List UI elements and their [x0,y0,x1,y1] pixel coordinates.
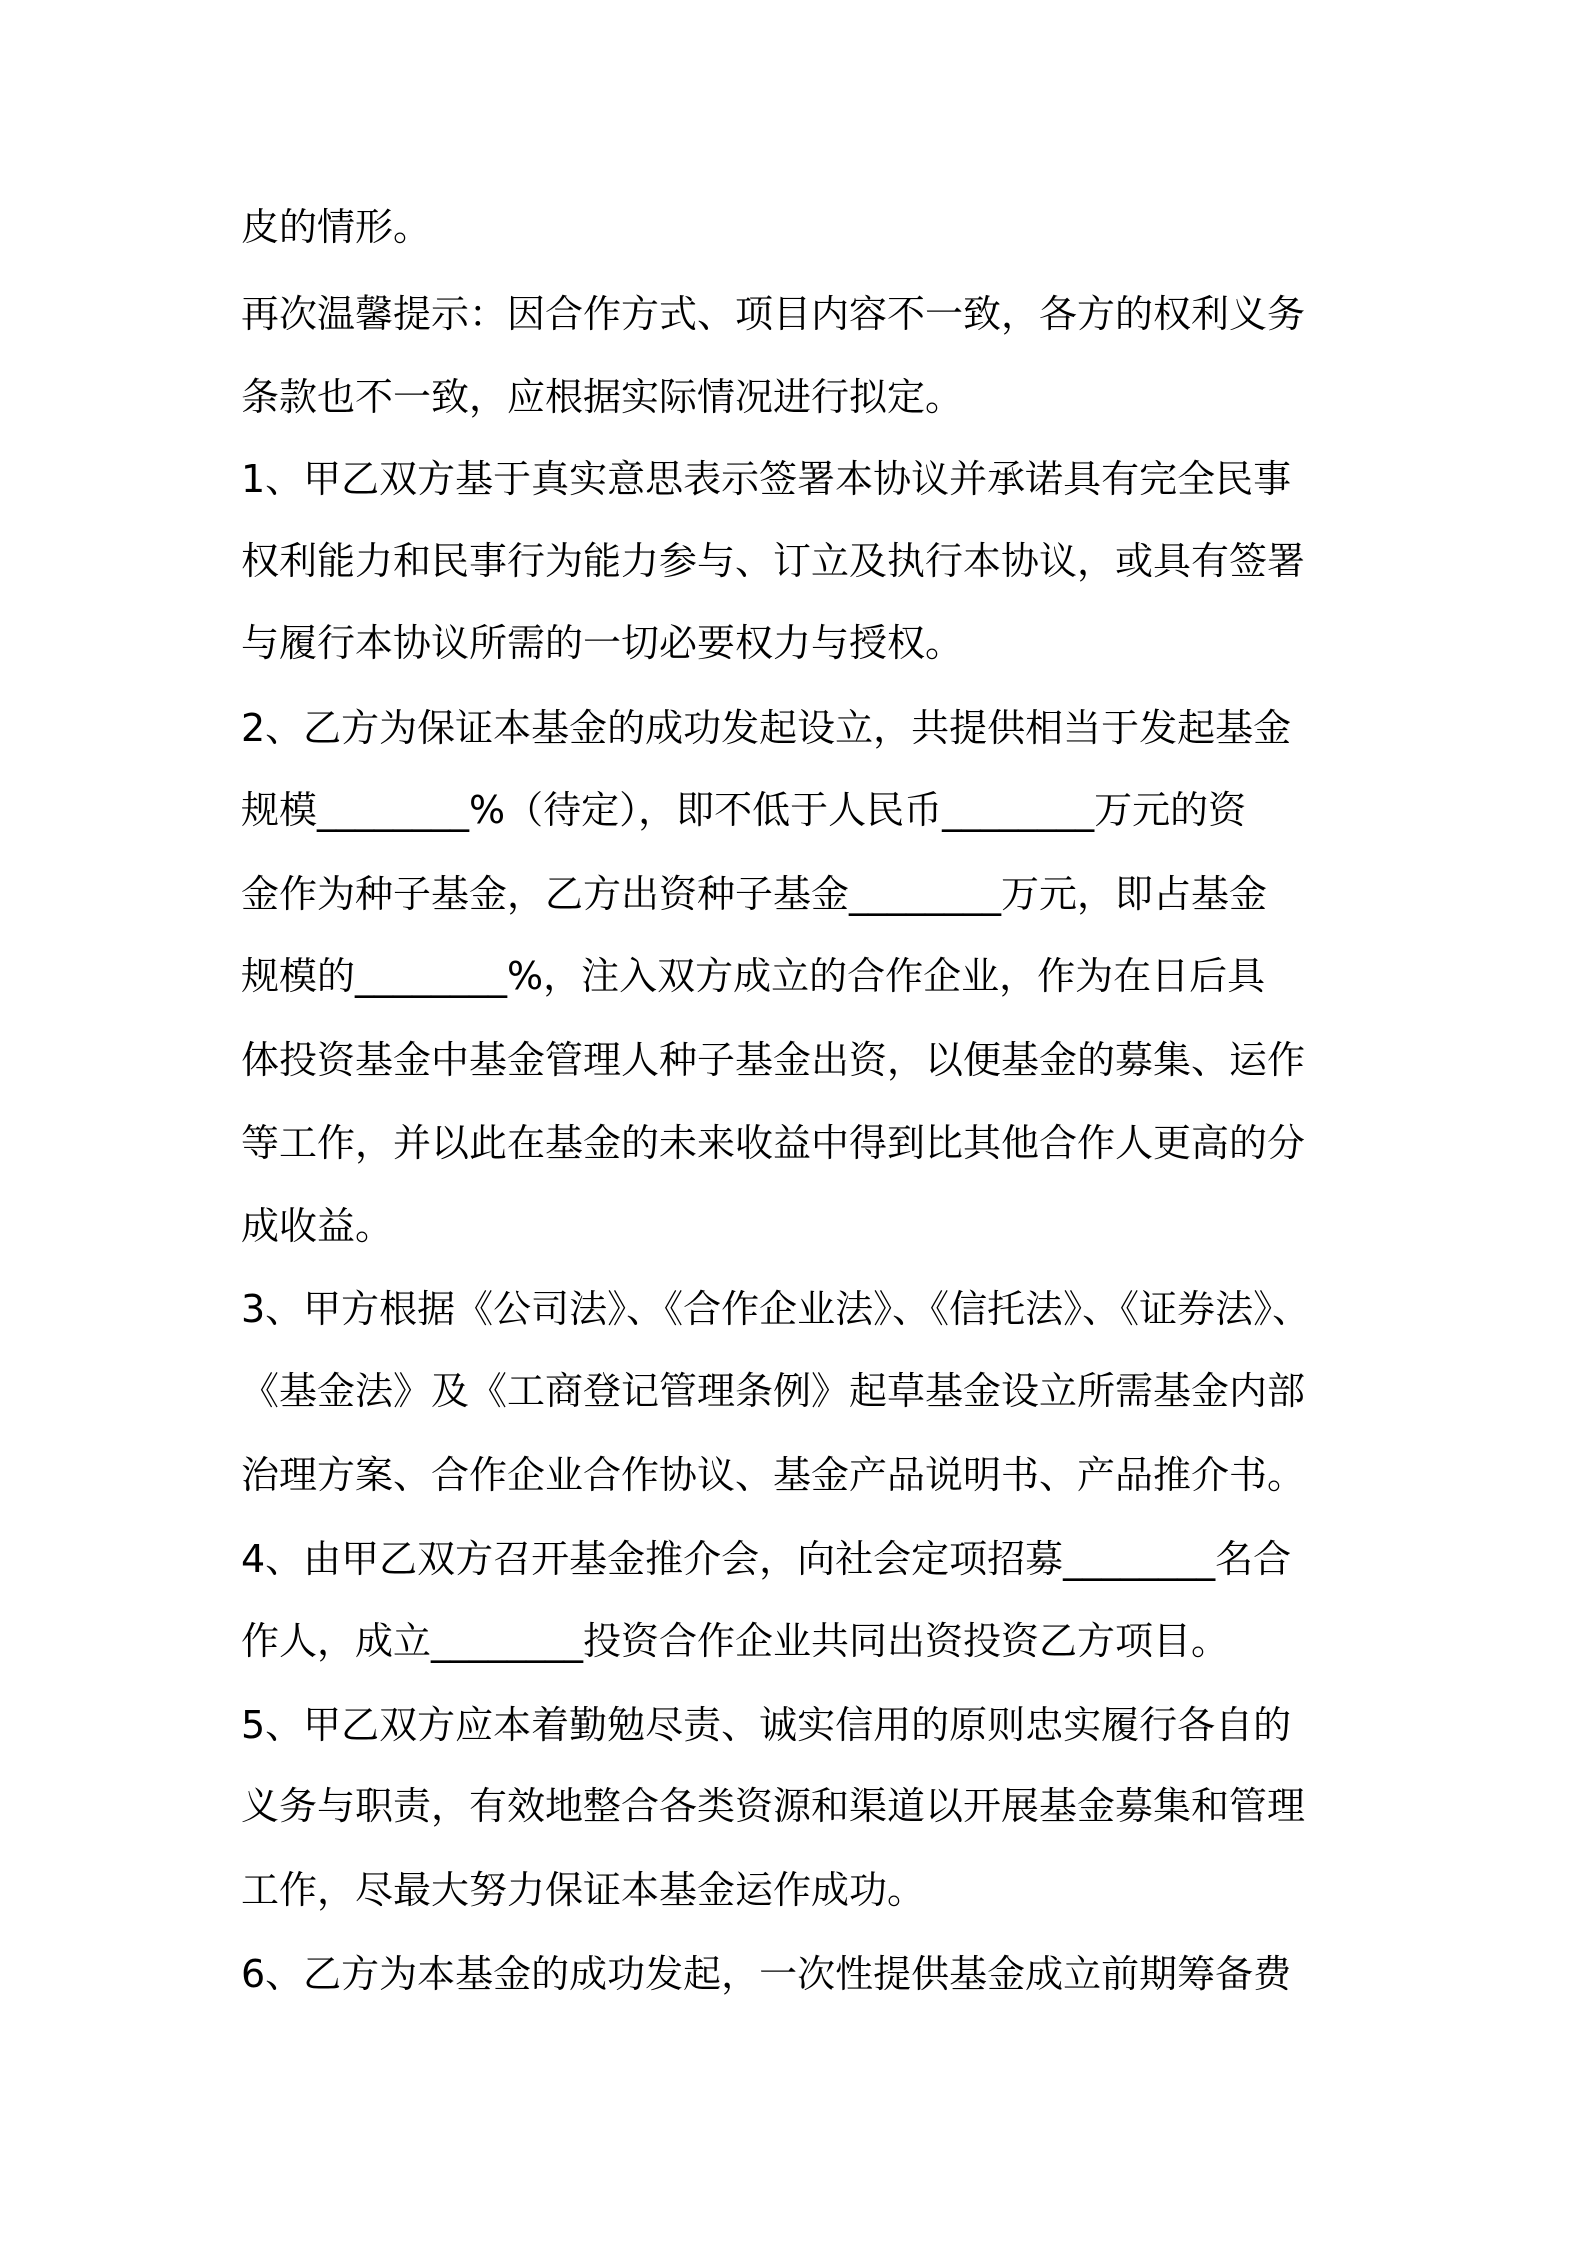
text-line: 体投资基金中基金管理人种子基金出资，以便基金的募集、运作 [241,1038,1306,1082]
text-line: 工作，尽最大努力保证本基金运作成功。 [241,1868,926,1912]
text-line: 规模________%（待定），即不低于人民币________万元的资 [241,788,1247,832]
text-line: 6、乙方为本基金的成功发起，一次性提供基金成立前期筹备费 [241,1952,1292,1996]
text-line: 2、乙方为保证本基金的成功发起设立，共提供相当于发起基金 [241,706,1292,750]
text-line: 再次温馨提示：因合作方式、项目内容不一致，各方的权利义务 [241,292,1306,336]
text-line: 5、甲乙双方应本着勤勉尽责、诚实信用的原则忠实履行各自的 [241,1703,1292,1747]
text-line: 义务与职责，有效地整合各类资源和渠道以开展基金募集和管理 [241,1784,1306,1828]
text-line: 金作为种子基金，乙方出资种子基金________万元，即占基金 [241,872,1268,916]
text-line: 3、甲方根据《公司法》、《合作企业法》、《信托法》、《证券法》、 [241,1287,1311,1331]
text-line: 成收益。 [241,1204,394,1248]
text-line: 1、甲乙双方基于真实意思表示签署本协议并承诺具有完全民事 [241,457,1292,501]
text-line: 作人，成立________投资合作企业共同出资投资乙方项目。 [241,1619,1230,1663]
text-line: 4、由甲乙双方召开基金推介会，向社会定项招募________名合 [241,1537,1292,1581]
text-line: 《基金法》及《工商登记管理条例》起草基金设立所需基金内部 [241,1369,1306,1413]
text-line: 条款也不一致，应根据实际情况进行拟定。 [241,375,964,419]
text-line: 规模的________%，注入双方成立的合作企业，作为在日后具 [241,954,1266,998]
text-line: 权利能力和民事行为能力参与、订立及执行本协议，或具有签署 [241,539,1306,583]
text-line: 治理方案、合作企业合作协议、基金产品说明书、产品推介书。 [241,1453,1306,1497]
text-line: 与履行本协议所需的一切必要权力与授权。 [241,621,964,665]
text-line: 皮的情形。 [241,205,432,249]
text-line: 等工作，并以此在基金的未来收益中得到比其他合作人更高的分 [241,1121,1306,1165]
